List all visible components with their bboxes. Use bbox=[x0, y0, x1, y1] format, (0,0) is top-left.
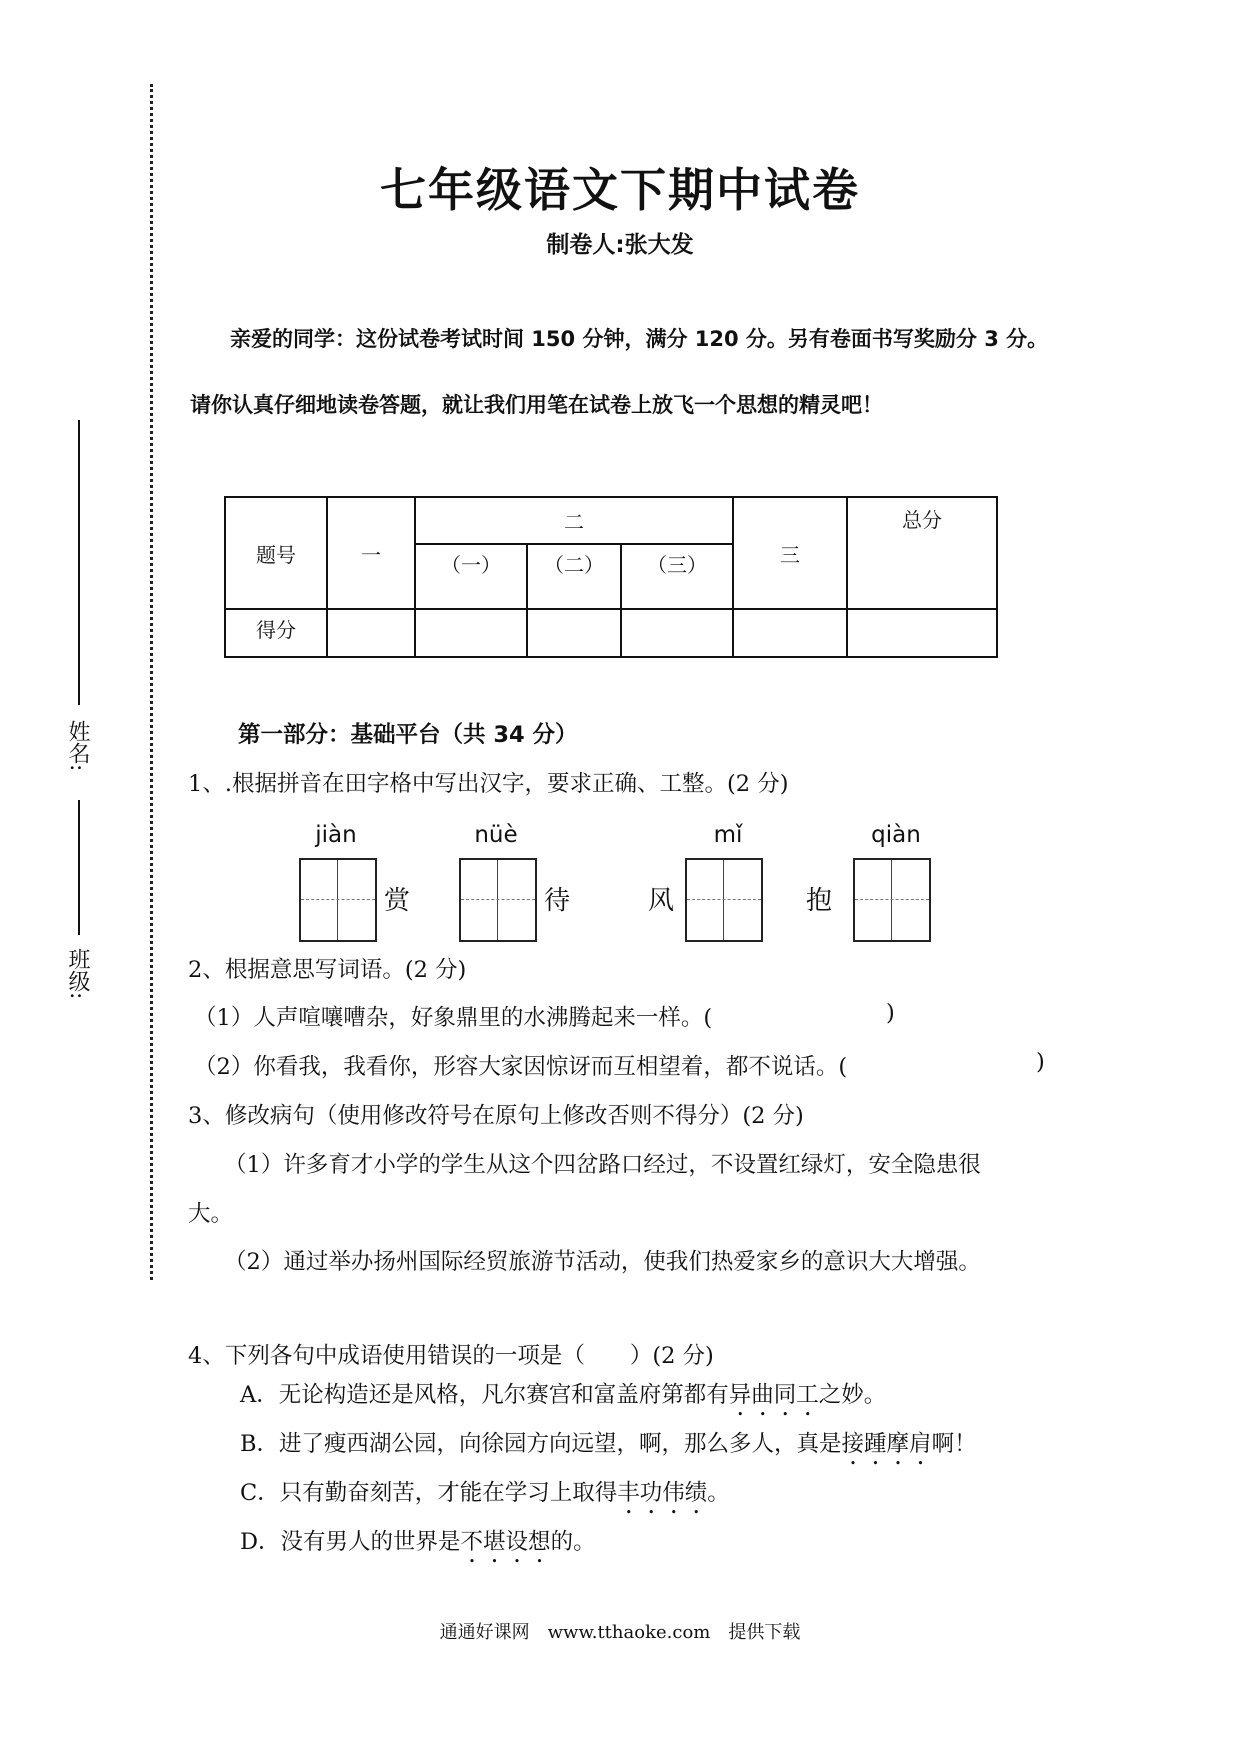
q2-sub2: （2）你看我，我看你，形容大家因惊讶而互相望着，都不说话。( bbox=[194, 1054, 848, 1080]
header-part-one: 一 bbox=[327, 497, 415, 609]
part1-heading: 第一部分：基础平台（共 34 分） bbox=[238, 722, 578, 748]
q4-option-a[interactable]: A．无论构造还是风格，凡尔赛宫和富盖府第都有异曲同工之妙。 bbox=[240, 1382, 887, 1408]
q3-sub1-line2: 大。 bbox=[188, 1201, 234, 1227]
q4-option-d[interactable]: D．没有男人的世界是不堪设想的。 bbox=[240, 1529, 596, 1555]
q4-option-b[interactable]: B．进了瘦西湖公园，向徐园方向远望，啊，那么多人，真是接踵摩肩啊！ bbox=[240, 1431, 977, 1457]
score-table bbox=[224, 496, 998, 658]
class-underline bbox=[78, 800, 80, 935]
q1-grid-2[interactable] bbox=[459, 858, 537, 942]
header-part-two-sub-2: （二） bbox=[527, 544, 621, 609]
q2-sub2-close: ) bbox=[1036, 1049, 1045, 1075]
q1-pinyin-4: qiàn bbox=[871, 822, 921, 848]
q3-sub2: （2）通过举办扬州国际经贸旅游节活动，使我们热爱家乡的意识大大增强。 bbox=[224, 1249, 981, 1275]
score-cell-three[interactable] bbox=[733, 609, 847, 657]
q1-grid-1[interactable] bbox=[299, 858, 377, 942]
q1-pinyin-3: mǐ bbox=[713, 822, 743, 848]
score-cell-one[interactable] bbox=[327, 609, 415, 657]
score-cell-two-2[interactable] bbox=[527, 609, 621, 657]
header-part-two: 二 bbox=[415, 497, 733, 544]
q1-char-3: 风 bbox=[648, 886, 675, 916]
name-label: 姓名: bbox=[65, 720, 90, 772]
header-question-number: 题号 bbox=[225, 497, 327, 609]
q1-char-1: 赏 bbox=[384, 886, 411, 916]
q2-sub1: （1）人声喧嚷嘈杂，好象鼎里的水沸腾起来一样。( bbox=[194, 1005, 713, 1031]
q4-option-d-idiom: 不堪设想 bbox=[460, 1529, 551, 1555]
header-part-two-sub-3: （三） bbox=[621, 544, 733, 609]
q2-sub1-close: ) bbox=[886, 1000, 895, 1026]
score-cell-two-3[interactable] bbox=[621, 609, 733, 657]
header-part-two-sub-1: （一） bbox=[415, 544, 527, 609]
q3-text: 3、修改病句（使用修改符号在原句上修改否则不得分）(2 分) bbox=[188, 1103, 804, 1129]
q1-grid-4[interactable] bbox=[853, 858, 931, 942]
header-part-three: 三 bbox=[733, 497, 847, 609]
q1-text: 1、.根据拼音在田字格中写出汉字，要求正确、工整。(2 分) bbox=[188, 771, 789, 797]
intro-line-2: 请你认真仔细地读卷答题，就让我们用笔在试卷上放飞一个思想的精灵吧！ bbox=[190, 393, 883, 417]
q1-char-4: 抱 bbox=[806, 886, 833, 916]
author-line: 制卷人:张大发 bbox=[546, 232, 694, 258]
footer-credit: 通通好课网 www.tthaoke.com 提供下载 bbox=[439, 1622, 801, 1643]
intro-line-1: 亲爱的同学：这份试卷考试时间 150 分钟，满分 120 分。另有卷面书写奖励分 3 分。 bbox=[230, 327, 1049, 351]
name-underline bbox=[78, 420, 80, 705]
q4-option-b-idiom: 接踵摩肩 bbox=[841, 1431, 932, 1457]
q3-sub1-line1: （1）许多育才小学的学生从这个四岔路口经过，不设置红绿灯，安全隐患很 bbox=[224, 1152, 981, 1178]
q1-pinyin-1: jiàn bbox=[315, 822, 357, 848]
q4-text: 4、下列各句中成语使用错误的一项是（ ）(2 分) bbox=[188, 1343, 714, 1369]
q1-pinyin-2: nüè bbox=[474, 822, 518, 848]
score-cell-two-1[interactable] bbox=[415, 609, 527, 657]
binding-dotted-line bbox=[150, 84, 153, 1280]
header-total: 总分 bbox=[847, 497, 997, 609]
q1-char-2: 待 bbox=[544, 886, 571, 916]
score-cell-total[interactable] bbox=[847, 609, 997, 657]
score-row-label: 得分 bbox=[225, 609, 327, 657]
page-title: 七年级语文下期中试卷 bbox=[380, 163, 860, 217]
q4-option-c[interactable]: C．只有勤奋刻苦，才能在学习上取得丰功伟绩。 bbox=[240, 1480, 730, 1506]
q4-option-a-idiom: 异曲同工 bbox=[728, 1382, 819, 1408]
q1-grid-3[interactable] bbox=[685, 858, 763, 942]
q4-option-c-idiom: 丰功伟绩 bbox=[617, 1480, 708, 1506]
q2-text: 2、根据意思写词语。(2 分) bbox=[188, 957, 467, 983]
class-label: 班级: bbox=[65, 948, 90, 1000]
